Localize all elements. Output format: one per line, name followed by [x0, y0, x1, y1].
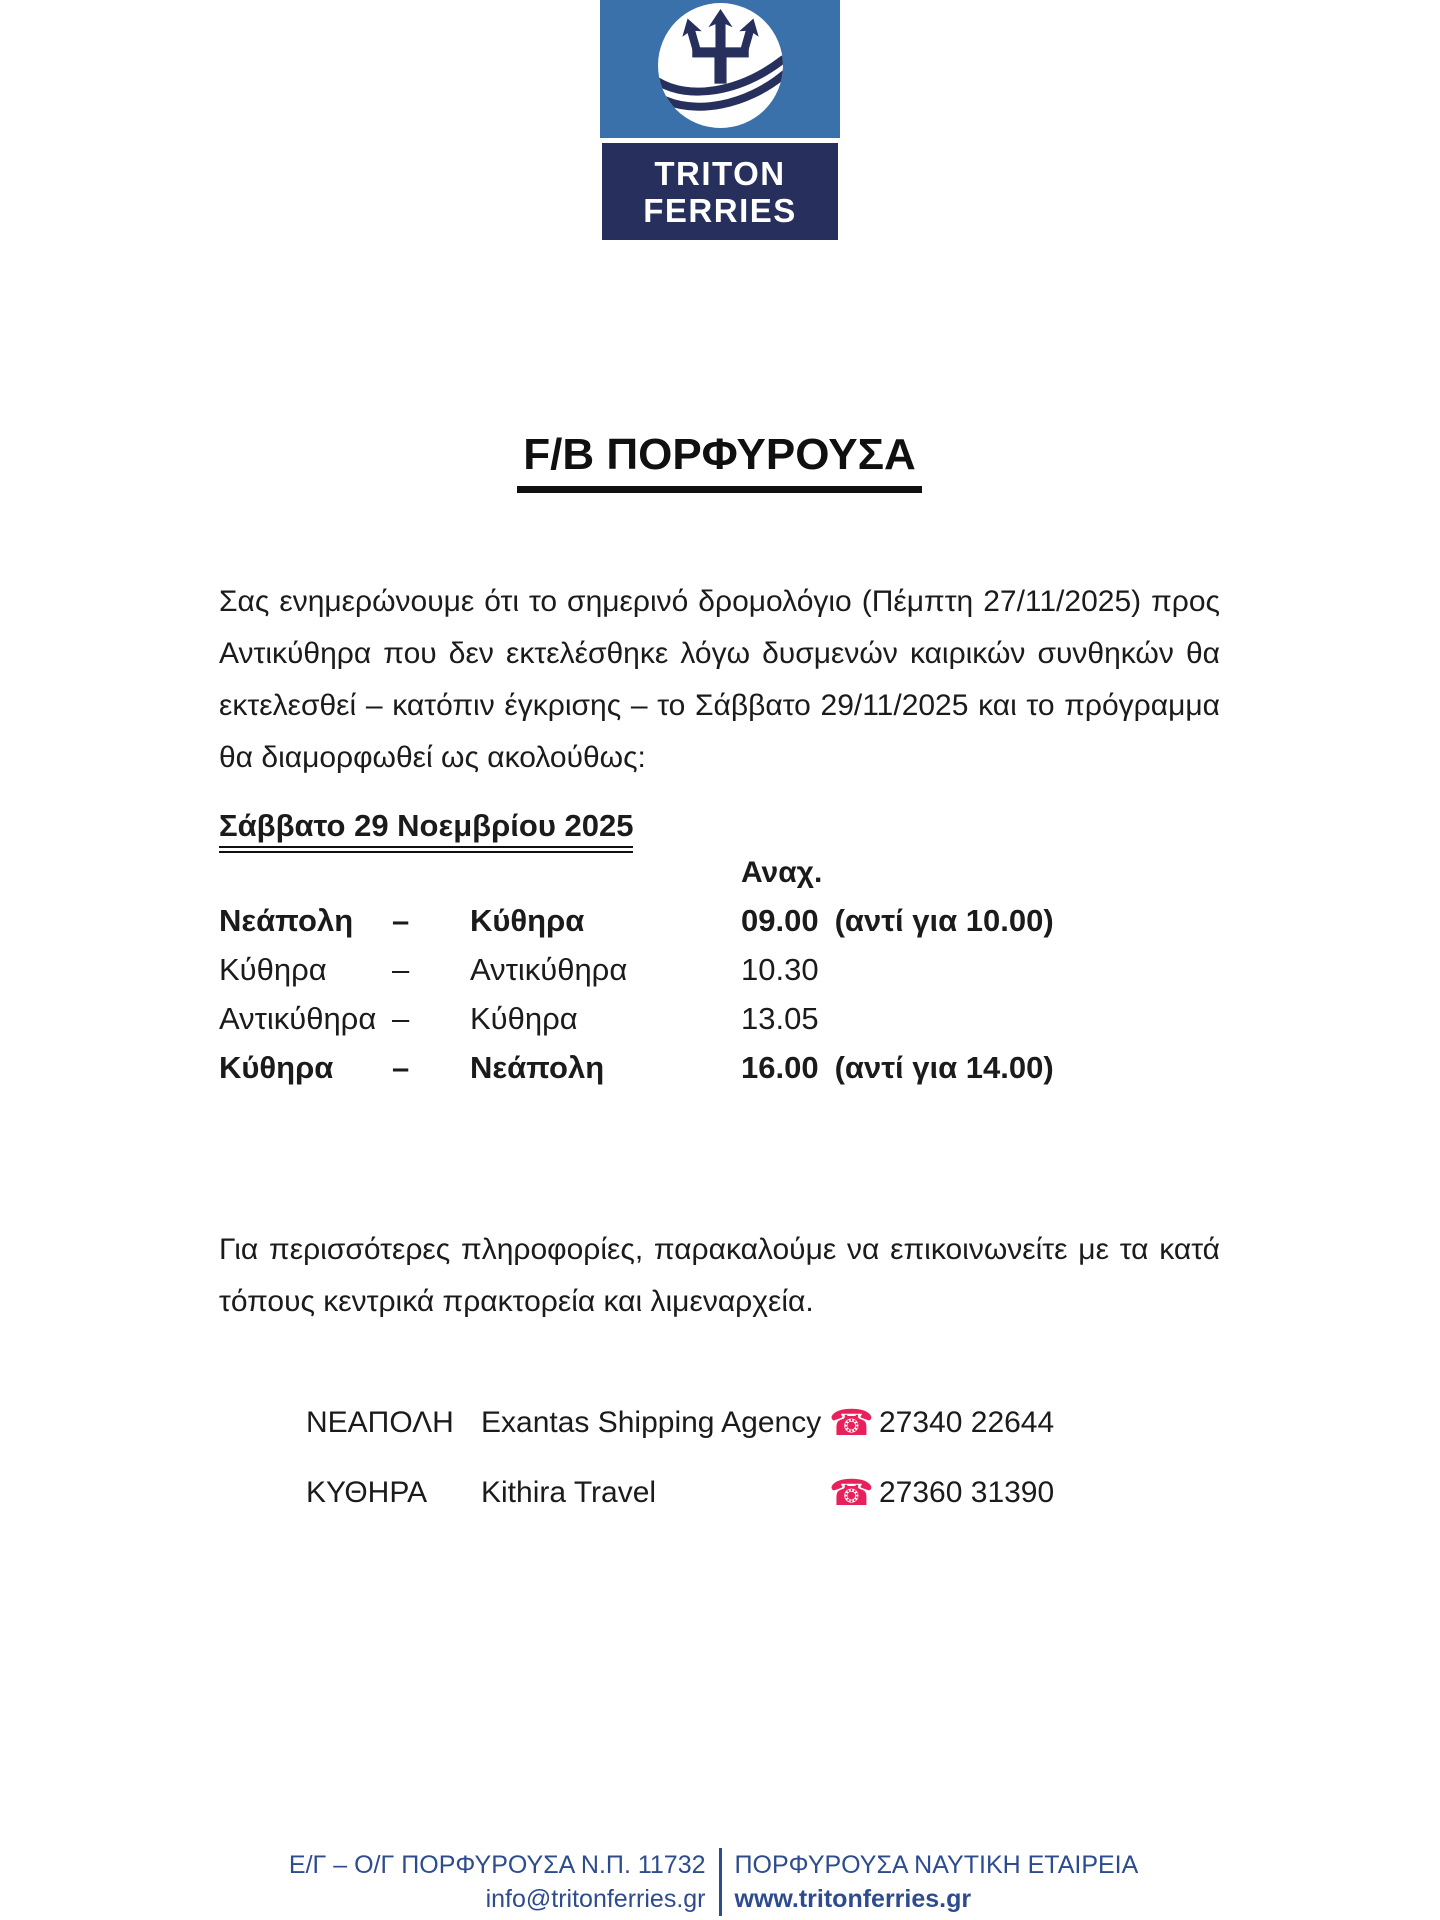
footer-left-column [264, 1848, 722, 1916]
schedule-date-heading [219, 808, 633, 853]
to-port: Κύθηρα [470, 902, 585, 938]
departure-time: 09.00 [741, 902, 819, 938]
list-item [306, 1388, 1054, 1458]
footer-vessel-registry: Ε/Γ – Ο/Γ ΠΟΡΦΥΡΟΥΣΑ Ν.Π. 11732 [288, 1851, 706, 1879]
title-row [219, 430, 1220, 493]
trident-icon [658, 3, 783, 128]
from-port: Κύθηρα [219, 1049, 334, 1085]
departure-column-header: Αναχ. [741, 856, 823, 889]
route-dash: – [392, 1049, 410, 1085]
to-port: Νεάπολη [470, 1049, 605, 1085]
departure-time: 16.00 [741, 1049, 819, 1085]
footer-company-name: ΠΟΡΦΥΡΟΥΣΑ ΝΑΥΤΙΚΗ ΕΤΑΙΡΕΙΑ [734, 1851, 1139, 1879]
logo-blue-square [600, 0, 840, 138]
table-row [219, 1043, 1220, 1092]
contact-port: ΚΥΘΗΡΑ [306, 1476, 428, 1509]
table-row [219, 945, 1220, 994]
triton-ferries-logo [600, 0, 840, 240]
schedule-date-text: Σάββατο 29 Νοεμβρίου 2025 [219, 808, 633, 853]
footer-email: info@tritonferries.gr [485, 1885, 706, 1913]
footer-right-column [722, 1848, 1177, 1916]
footer-website: www.tritonferries.gr [734, 1885, 972, 1913]
schedule-table [219, 896, 1220, 1092]
list-item [306, 1458, 1054, 1528]
agency-contacts [306, 1388, 1054, 1528]
time-note: (αντί για 10.00) [834, 902, 1054, 938]
time-note: (αντί για 14.00) [834, 1049, 1054, 1085]
telephone-icon: ☎ [829, 1402, 874, 1443]
logo-wordmark [602, 143, 838, 240]
route-dash: – [392, 951, 410, 987]
intro-paragraph: Σας ενημερώνουμε ότι το σημερινό δρομολόγιο (Πέμπτη 27/11/2025) προς Αντικύθηρα που δεν εκτελέσθηκε λόγω δυσμενών καιρικών συνθηκών θα εκτελεσθεί – κατόπιν έγκρισης – το Σάββατο 29/11/2025 και το πρόγραμμα θα διαμορφωθεί ως ακολούθως: [219, 585, 1220, 774]
route-dash: – [392, 1000, 410, 1036]
logo-text-triton: TRITON [654, 154, 786, 192]
departure-time: 10.30 [741, 951, 819, 987]
contact-agency: Exantas Shipping Agency [481, 1406, 822, 1439]
footer [0, 1848, 1440, 1916]
contact-agency: Kithira Travel [481, 1476, 657, 1509]
from-port: Αντικύθηρα [219, 1000, 377, 1036]
from-port: Νεάπολη [219, 902, 354, 938]
departure-time: 13.05 [741, 1000, 819, 1036]
route-dash: – [392, 902, 410, 938]
from-port: Κύθηρα [219, 951, 327, 987]
to-port: Αντικύθηρα [470, 951, 628, 987]
contact-port: ΝΕΑΠΟΛΗ [306, 1406, 454, 1439]
contact-phone-number: 27340 22644 [879, 1406, 1055, 1439]
page-title: F/B ΠΟΡΦΥΡΟΥΣΑ [517, 430, 922, 493]
to-port: Κύθηρα [470, 1000, 578, 1036]
contact-phone-number: 27360 31390 [879, 1476, 1055, 1509]
info-paragraph: Για περισσότερες πληροφορίες, παρακαλούμε να επικοινωνείτε με τα κατά τόπους κεντρικά πρακτορεία και λιμεναρχεία. [219, 1233, 1220, 1318]
table-row [219, 994, 1220, 1043]
table-row [219, 896, 1220, 945]
logo-text-ferries: FERRIES [643, 191, 797, 229]
telephone-icon: ☎ [829, 1472, 874, 1513]
